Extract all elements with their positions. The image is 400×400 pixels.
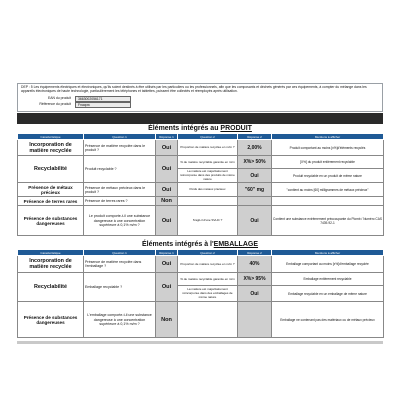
answer-1-cell: Oui: [156, 273, 178, 302]
answer-1-cell: Oui: [156, 256, 178, 273]
col-header: Question 1: [84, 250, 156, 256]
question-2-cell: La matière est majoritairement réincorporée dans des produits de même nature: [178, 169, 238, 183]
mention-cell: Emballage entièrement recyclable: [272, 273, 384, 286]
answer-2-cell: Oui: [238, 286, 272, 302]
question-1-cell: Produit recyclable ?: [84, 156, 156, 183]
answer-2-cell: [238, 302, 272, 338]
product-meta: [17, 95, 383, 112]
answer-2-cell: 2,00%: [238, 140, 272, 156]
answer-2-cell: X%> 50%: [238, 156, 272, 169]
table-row: [18, 197, 384, 206]
table-row: [18, 256, 384, 273]
section-title-prefix: Éléments intégrés au: [148, 125, 221, 133]
table-row: [18, 302, 384, 338]
question-2-cell: [178, 302, 238, 338]
answer-1-cell: Non: [156, 197, 178, 206]
mention-cell: Emballage comportant au moins [x%]d'emballage recyclée: [272, 256, 384, 273]
criterion-cell: Présence de métaux précieux: [18, 183, 84, 197]
question-1-cell: Présence de terres rares ?: [84, 197, 156, 206]
answer-2-cell: X%> 95%: [238, 273, 272, 286]
criterion-cell: Présence de substances dangereuses: [18, 206, 84, 236]
question-2-cell: Proportion de matière recyclée en m/m ?: [178, 256, 238, 273]
col-header: Réponse 2: [238, 250, 272, 256]
question-2-cell: % de matière recyclable garantie en m/m: [178, 273, 238, 286]
section-title-prefix: Éléments intégrés à l': [141, 241, 214, 249]
col-header: Question 2: [178, 250, 238, 256]
question-2-cell: Poids des métaux précieux: [178, 183, 238, 197]
question-1-cell: Présence de matière recyclée dans l'emballage ?: [84, 256, 156, 273]
question-1-cell: Présence de métaux précieux dans le produit ?: [84, 183, 156, 197]
col-header: Mentions à afficher: [272, 250, 384, 256]
answer-1-cell: Non: [156, 302, 178, 338]
section-title-emph: EMBALLAGE: [213, 241, 259, 249]
col-header: Mentions à afficher: [272, 134, 384, 140]
criterion-cell: Incorporation de matière recyclée: [18, 140, 84, 156]
question-1-cell: L'emballage comporte-t-il une substance dangereuse à une concentration supérieure à 0,1% m/m ?: [84, 302, 156, 338]
col-header: Caractéristique: [18, 250, 84, 256]
table-row: [18, 206, 384, 236]
answer-2-cell: [238, 197, 272, 206]
question-2-cell: [178, 197, 238, 206]
answer-1-cell: Oui: [156, 140, 178, 156]
answer-2-cell: Oui: [238, 206, 272, 236]
col-header: Réponse 1: [156, 134, 178, 140]
col-header: Réponse 2: [238, 134, 272, 140]
criterion-cell: Recyclabilité: [18, 273, 84, 302]
mention-cell: Emballage recyclable en un emballage de même nature: [272, 286, 384, 302]
meta-label: EAN du produit: [48, 96, 71, 101]
criterion-cell: Recyclabilité: [18, 156, 84, 183]
criterion-cell: Présence de terres rares: [18, 197, 84, 206]
section-title-packaging: [17, 240, 383, 249]
answer-2-cell: Oui: [238, 169, 272, 183]
mention-cell: Emballage ne contenant pas des matériaux ou de métaux précieux: [272, 302, 384, 338]
answer-2-cell: "60" mg: [238, 183, 272, 197]
question-1-cell: Emballage recyclable ?: [84, 273, 156, 302]
mention-cell: Contient une substance extrêmement préoccupante du Plomb / Numéro CAS 7439-92-1: [272, 206, 384, 236]
table-row: [18, 183, 384, 197]
table-row: [18, 140, 384, 156]
mention-cell: Produit comportant au moins [x%]d'éléments recyclés: [272, 140, 384, 156]
col-header: Question 1: [84, 134, 156, 140]
question-1-cell: Présence de matière recyclée dans le produit ?: [84, 140, 156, 156]
answer-2-cell: 40%: [238, 256, 272, 273]
mention-cell: [X%] du produit entièrement recyclable: [272, 156, 384, 169]
bottom-divider: [17, 341, 383, 344]
environmental-info-sheet: [17, 83, 383, 344]
mention-cell: "contient au moins [60] milligrammes de métaux précieux": [272, 183, 384, 197]
answer-1-cell: Oui: [156, 206, 178, 236]
question-2-cell: La matière est majoritairement réincorporée dans des emballages de même nature: [178, 286, 238, 302]
criterion-cell: Présence de substances dangereuses: [18, 302, 84, 338]
meta-row-reference: [21, 102, 379, 108]
table-row: [18, 156, 384, 169]
table-row: [18, 273, 384, 286]
mention-cell: [272, 197, 384, 206]
section-title-product: [17, 124, 383, 133]
intro-text: DEP : 5 Les équipements électriques et électroniques, qu'ils soient destinés à être utilisés par les particuliers ou les professionnels, afin que les composants et déchets générés par ces équipements, à compter du mélange dans les appareils électroniques de haute technologie, particulièrement les téléphones et tablettes, puissent être collectés et réemployés après utilisation.: [17, 83, 383, 95]
question-1-cell: Le produit comporte-t-il une substance dangereuse à une concentration supérieure à 0,1% m/m ?: [84, 206, 156, 236]
meta-label: Référence du produit: [39, 102, 71, 107]
answer-1-cell: Oui: [156, 156, 178, 183]
separator-bar: [17, 113, 383, 124]
answer-1-cell: Oui: [156, 183, 178, 197]
criterion-cell: Incorporation de matière recyclée: [18, 256, 84, 273]
question-2-cell: % de matière recyclable garantie en m/m: [178, 156, 238, 169]
col-header: Réponse 1: [156, 250, 178, 256]
col-header: Question 2: [178, 134, 238, 140]
section-title-emph: PRODUIT: [220, 125, 252, 133]
mention-cell: Produit recyclable en un produit de même nature: [272, 169, 384, 183]
question-2-cell: Proportion de matière recyclée en m/m ?: [178, 140, 238, 156]
meta-value: 3663002056171: [75, 96, 131, 102]
meta-value: Fnacpw: [75, 102, 131, 108]
packaging-table: [17, 249, 384, 338]
product-table: [17, 133, 384, 236]
question-2-cell: S'agit-il d'une SVHC ?: [178, 206, 238, 236]
col-header: Caractéristique: [18, 134, 84, 140]
